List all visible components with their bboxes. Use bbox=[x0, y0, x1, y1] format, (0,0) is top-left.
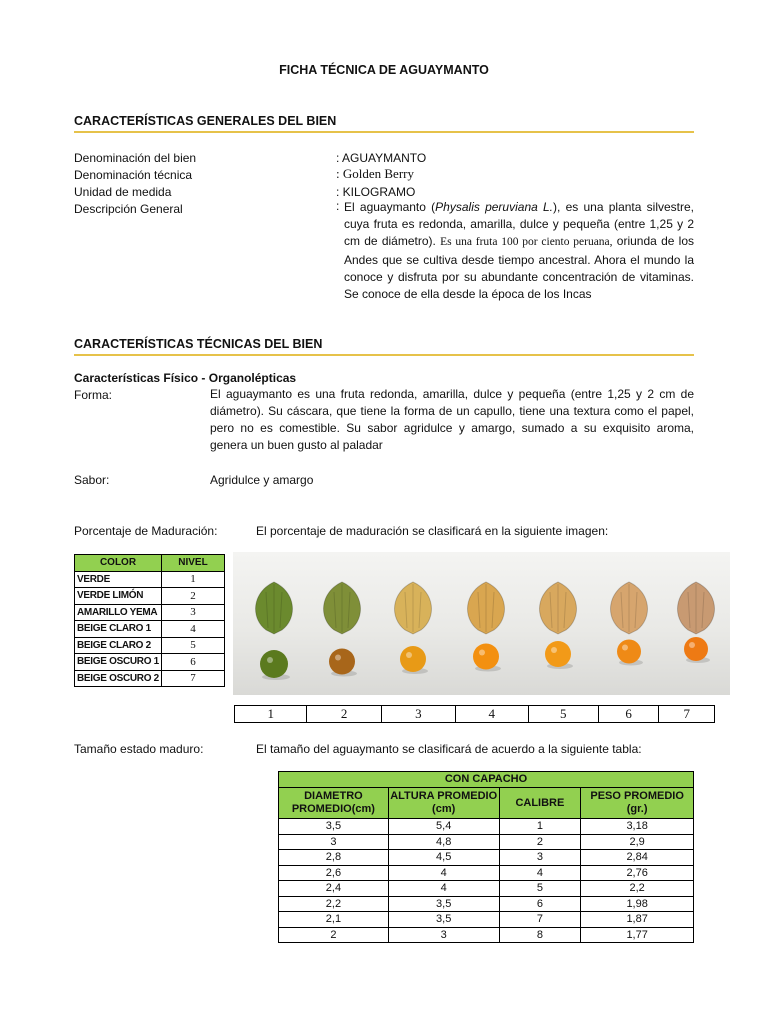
label-denominacion-bien: Denominación del bien bbox=[74, 151, 197, 165]
maturity-number: 4 bbox=[456, 706, 528, 723]
table-row bbox=[279, 819, 694, 835]
cell: 3 bbox=[499, 850, 581, 866]
cell: 3,18 bbox=[581, 819, 694, 835]
table-row bbox=[279, 927, 694, 943]
nivel-cell: 2 bbox=[162, 588, 225, 605]
document-title: FICHA TÉCNICA DE AGUAYMANTO bbox=[279, 63, 489, 77]
cell: 4 bbox=[388, 865, 499, 881]
maduracion-text: El porcentaje de maduración se clasificará en la siguiente imagen: bbox=[256, 524, 609, 538]
cell: 3,5 bbox=[279, 819, 389, 835]
label-maduracion: Porcentaje de Maduración: bbox=[74, 524, 218, 538]
color-cell: BEIGE OSCURO 2 bbox=[75, 670, 162, 687]
table-row bbox=[75, 621, 225, 638]
fruit-highlight-3 bbox=[406, 652, 412, 658]
fruit-6 bbox=[617, 640, 641, 664]
value-denominacion-bien: : AGUAYMANTO bbox=[336, 151, 427, 165]
cell: 3 bbox=[388, 927, 499, 943]
value-unidad-medida: : KILOGRAMO bbox=[336, 185, 416, 199]
peso-header: PESO PROMEDIO (gr.) bbox=[581, 788, 694, 819]
nivel-cell: 5 bbox=[162, 637, 225, 654]
value-denominacion-tecnica: : Golden Berry bbox=[336, 166, 414, 181]
cell: 6 bbox=[499, 896, 581, 912]
cell: 5,4 bbox=[388, 819, 499, 835]
altura-header: ALTURA PROMEDIO (cm) bbox=[388, 788, 499, 819]
cell: 3,5 bbox=[388, 896, 499, 912]
cell: 2,76 bbox=[581, 865, 694, 881]
desc-part2: ), es una planta silvestre, cuya fruta es redonda, amarilla, dulce y pequeña (entre 1,25 y 2 cm de diámetro). bbox=[344, 200, 694, 249]
cell: 4 bbox=[388, 881, 499, 897]
label-forma: Forma: bbox=[74, 388, 113, 402]
cell: 4 bbox=[499, 865, 581, 881]
table-row bbox=[75, 604, 225, 621]
desc-part1: El aguaymanto ( bbox=[344, 200, 436, 214]
cell: 3,5 bbox=[388, 912, 499, 928]
label-descripcion-general: Descripción General bbox=[74, 202, 183, 216]
table-row bbox=[75, 654, 225, 671]
cell: 5 bbox=[499, 881, 581, 897]
cell: 1,87 bbox=[581, 912, 694, 928]
label-unidad-medida: Unidad de medida bbox=[74, 185, 172, 199]
cell: 4,8 bbox=[388, 834, 499, 850]
nivel-cell: 4 bbox=[162, 621, 225, 638]
desc-part4: oriunda de los Andes que se cultiva desde tiempo ancestral. Ahora el mundo la conoce y disfruta por su abundante concentración de vitaminas. Se conoce de ella desde la época de los Incas bbox=[344, 234, 694, 302]
section-general-heading: CARACTERÍSTICAS GENERALES DEL BIEN bbox=[74, 114, 694, 133]
nivel-cell: 3 bbox=[162, 604, 225, 621]
color-cell: VERDE LIMÓN bbox=[75, 588, 162, 605]
maturity-stages-photo bbox=[233, 552, 730, 695]
table-row bbox=[279, 896, 694, 912]
cell: 1,77 bbox=[581, 927, 694, 943]
color-cell: BEIGE CLARO 1 bbox=[75, 621, 162, 638]
cell: 3 bbox=[279, 834, 389, 850]
cell: 2,4 bbox=[279, 881, 389, 897]
cell: 1,98 bbox=[581, 896, 694, 912]
maturity-number: 2 bbox=[307, 706, 381, 723]
fruit-highlight-5 bbox=[551, 647, 557, 653]
diametro-header: DIAMETRO PROMEDIO(cm) bbox=[279, 788, 389, 819]
maturity-number: 7 bbox=[659, 706, 715, 723]
cell: 2,2 bbox=[279, 896, 389, 912]
fruit-2 bbox=[329, 649, 355, 675]
calibre-header: CALIBRE bbox=[499, 788, 581, 819]
label-denominacion-tecnica: Denominación técnica bbox=[74, 168, 193, 182]
con-capacho-header: CON CAPACHO bbox=[279, 772, 694, 788]
fruit-highlight-4 bbox=[479, 650, 485, 656]
fruit-3 bbox=[400, 646, 426, 672]
nivel-cell: 1 bbox=[162, 571, 225, 588]
fruit-highlight-2 bbox=[335, 655, 341, 661]
table-row bbox=[279, 912, 694, 928]
table-row bbox=[279, 865, 694, 881]
cell: 2,1 bbox=[279, 912, 389, 928]
cell: 7 bbox=[499, 912, 581, 928]
tamano-text: El tamaño del aguaymanto se clasificará de acuerdo a la siguiente tabla: bbox=[256, 742, 642, 756]
maturity-number-row bbox=[234, 705, 715, 723]
label-sabor: Sabor: bbox=[74, 473, 110, 487]
cell: 1 bbox=[499, 819, 581, 835]
cell: 8 bbox=[499, 927, 581, 943]
section-tecnicas-heading: CARACTERÍSTICAS TÉCNICAS DEL BIEN bbox=[74, 337, 694, 356]
fruit-highlight-1 bbox=[267, 657, 273, 663]
cell: 2,6 bbox=[279, 865, 389, 881]
fruit-highlight-6 bbox=[622, 645, 628, 651]
color-header: COLOR bbox=[75, 555, 162, 572]
maturity-number: 5 bbox=[528, 706, 598, 723]
descripcion-colon: : bbox=[336, 199, 340, 213]
table-row bbox=[75, 670, 225, 687]
color-cell: BEIGE CLARO 2 bbox=[75, 637, 162, 654]
subheading-fisico-organolepticas: Características Físico - Organolépticas bbox=[74, 371, 297, 385]
fruit-5 bbox=[545, 641, 571, 667]
color-cell: VERDE bbox=[75, 571, 162, 588]
fruit-1 bbox=[260, 650, 288, 678]
cell: 2,84 bbox=[581, 850, 694, 866]
cell: 2 bbox=[499, 834, 581, 850]
nivel-header: NIVEL bbox=[162, 555, 225, 572]
cell: 2,2 bbox=[581, 881, 694, 897]
cell: 2 bbox=[279, 927, 389, 943]
label-tamano: Tamaño estado maduro: bbox=[74, 742, 204, 756]
table-row bbox=[279, 850, 694, 866]
table-row bbox=[279, 834, 694, 850]
nivel-cell: 6 bbox=[162, 654, 225, 671]
table-row bbox=[279, 881, 694, 897]
maturity-number: 1 bbox=[235, 706, 307, 723]
sabor-text: Agridulce y amargo bbox=[210, 473, 314, 487]
nivel-cell: 7 bbox=[162, 670, 225, 687]
fruit-highlight-7 bbox=[689, 642, 695, 648]
forma-text: El aguaymanto es una fruta redonda, amarilla, dulce y pequeña (entre 1,25 y 2 cm de diámetro). Su cáscara, que tiene la forma de un capullo, tiene una textura como el papel, pero no es comestible. Su sabor agridulce y amargo, sumado a su exquisito aroma, genera un buen gusto al paladar bbox=[210, 387, 694, 452]
color-cell: AMARILLO YEMA bbox=[75, 604, 162, 621]
cell: 2,8 bbox=[279, 850, 389, 866]
color-cell: BEIGE OSCURO 1 bbox=[75, 654, 162, 671]
cell: 2,9 bbox=[581, 834, 694, 850]
maturity-number: 3 bbox=[381, 706, 455, 723]
maturity-number: 6 bbox=[598, 706, 659, 723]
color-level-table bbox=[74, 554, 225, 687]
size-table bbox=[278, 771, 694, 943]
table-row bbox=[75, 571, 225, 588]
table-row bbox=[75, 588, 225, 605]
cell: 4,5 bbox=[388, 850, 499, 866]
fruit-4 bbox=[473, 644, 499, 670]
fruit-7 bbox=[684, 637, 708, 661]
desc-scientific-name: Physalis peruviana L. bbox=[435, 200, 554, 214]
desc-part3: Es una fruta 100 por ciento peruana, bbox=[440, 236, 613, 249]
descripcion-general-text bbox=[344, 199, 694, 303]
table-row bbox=[75, 637, 225, 654]
